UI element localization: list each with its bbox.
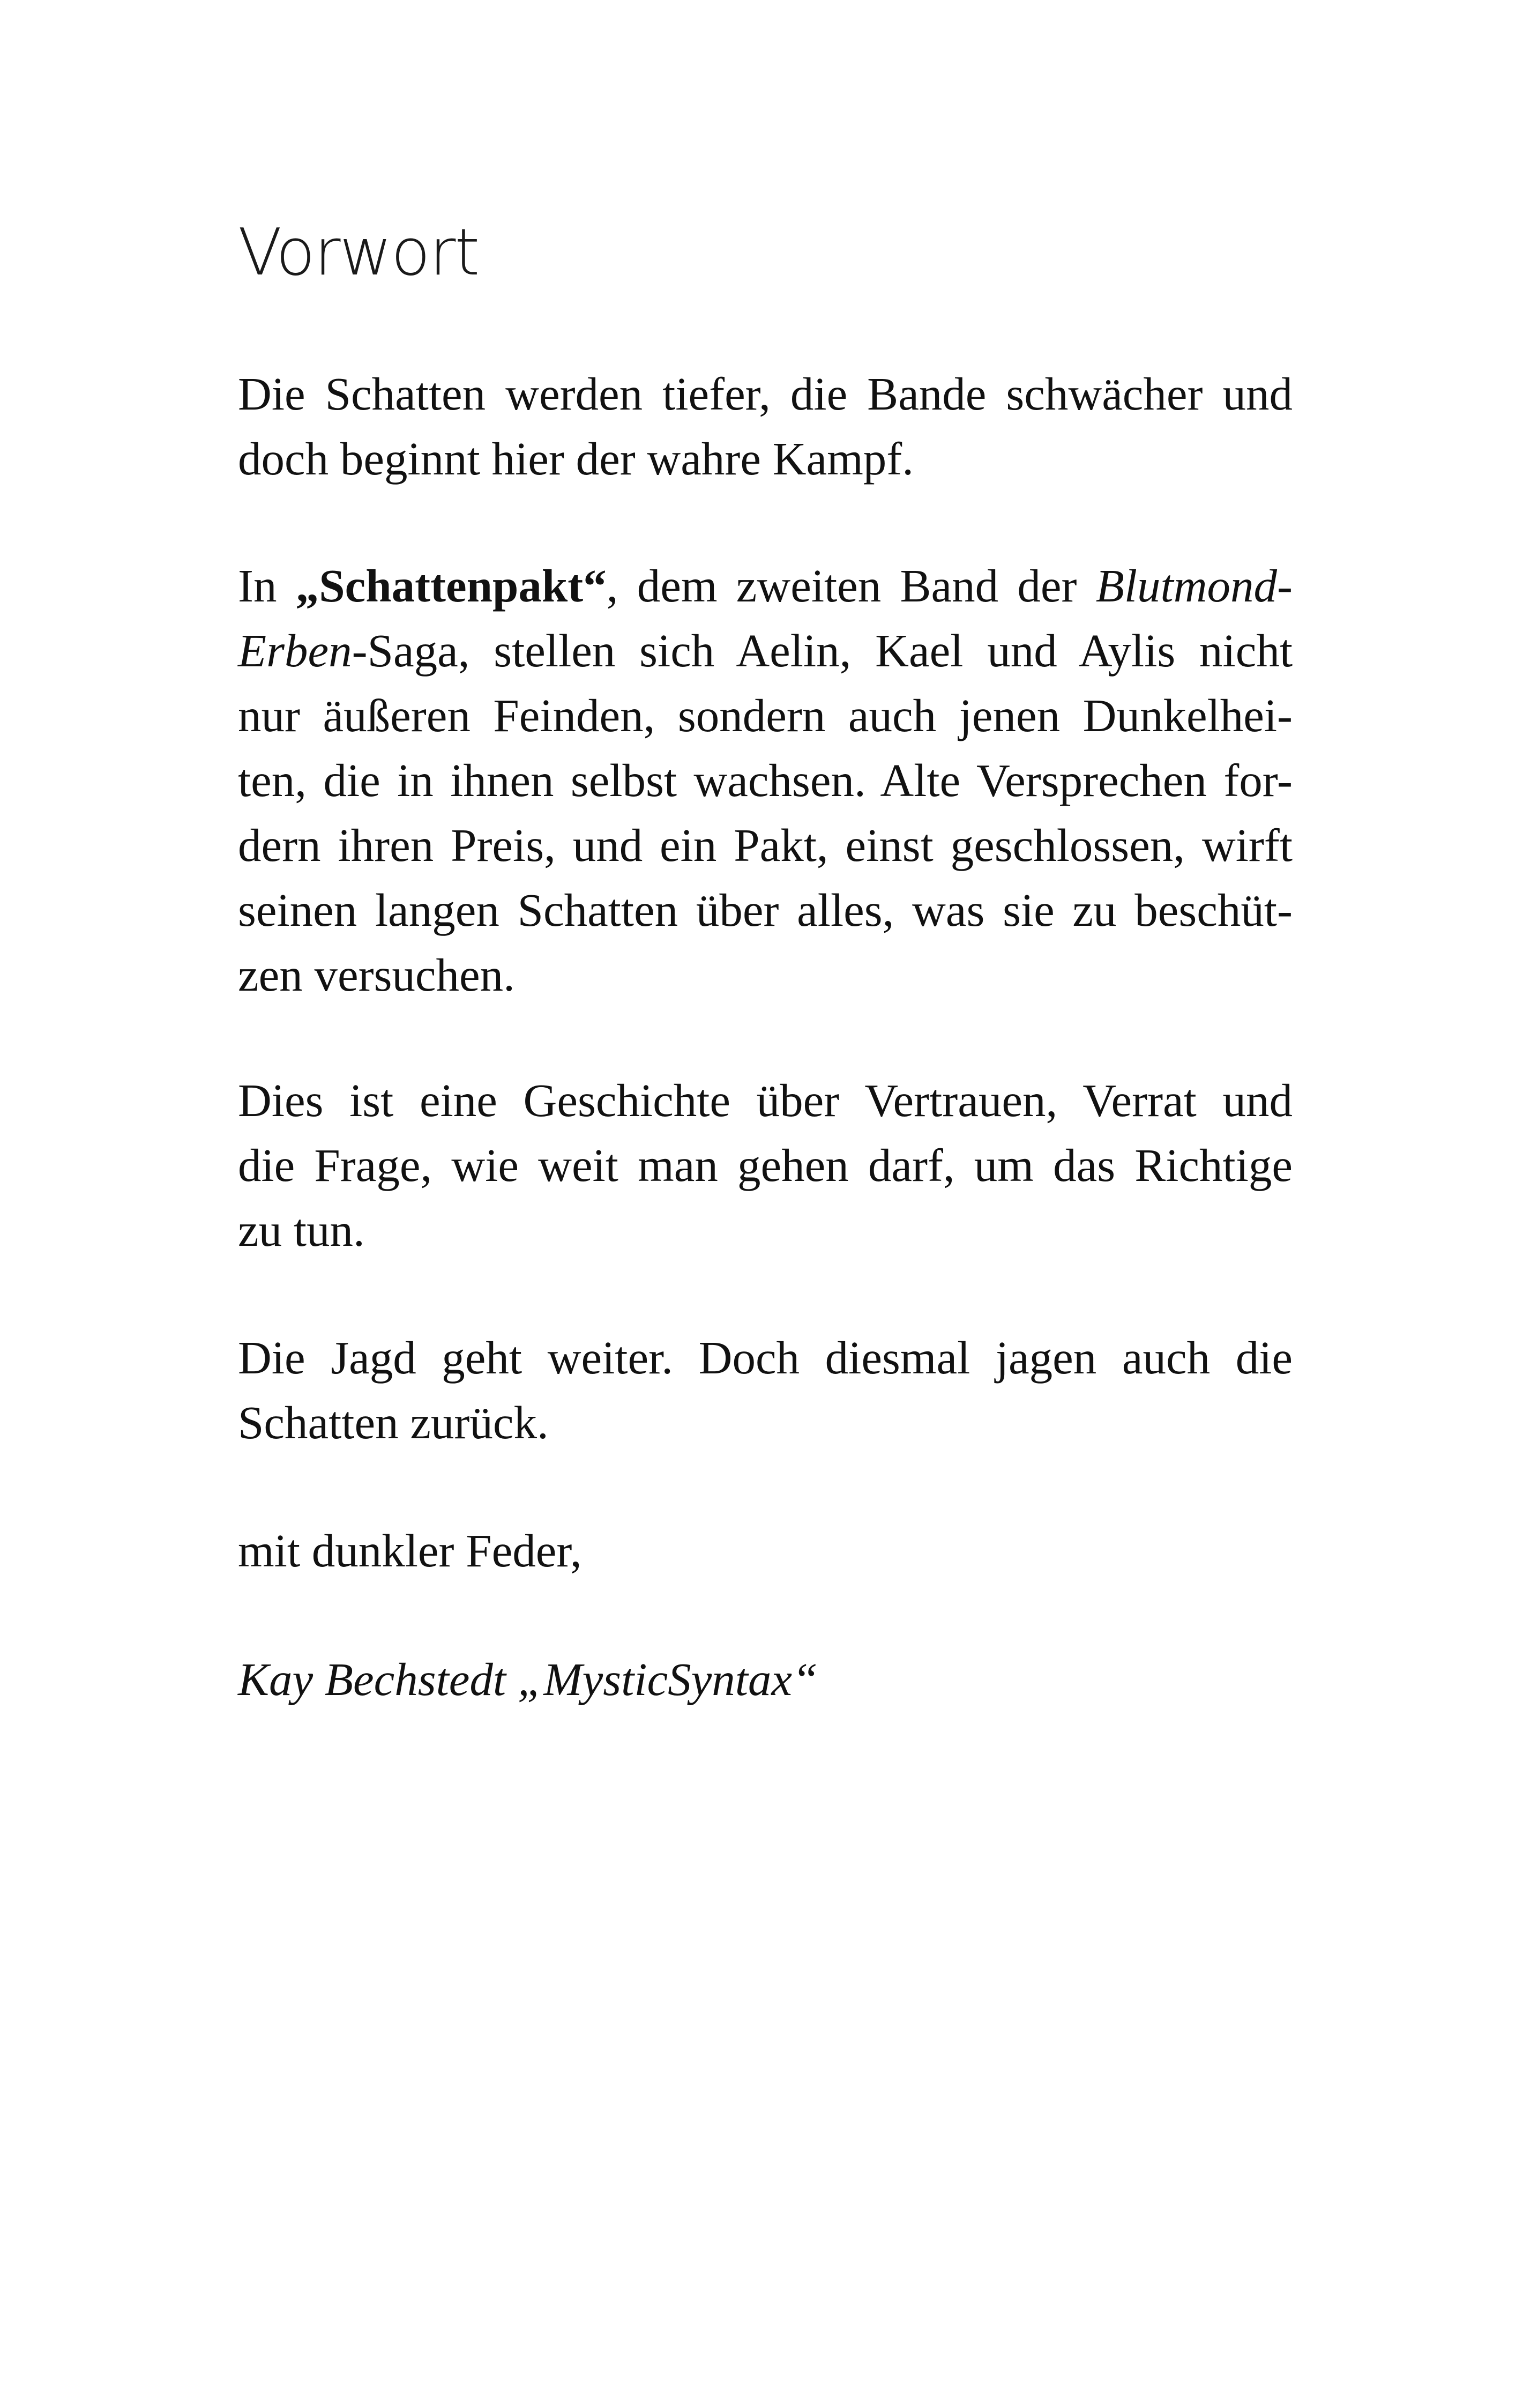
- author-signature: Kay Bechstedt „MysticSyntax“: [238, 1653, 818, 1705]
- text-line: dern ihren Preis, und ein Pakt, einst geschlossen, wirft: [238, 819, 1293, 871]
- text-line: zen versuchen.: [238, 949, 515, 1001]
- closing-line: [238, 1518, 1293, 1583]
- text-line: nur äußeren Feinden, sondern auch jenen Dunkelhei-: [238, 689, 1293, 741]
- series-name-italic: Blutmond-: [1095, 560, 1293, 612]
- paragraph-teaser: [238, 1325, 1293, 1455]
- paragraph-intro: [238, 361, 1293, 491]
- text-line: ten, die in ihnen selbst wachsen. Alte Versprechen for-: [238, 754, 1293, 806]
- text-segment: , dem zweiten Band der: [606, 560, 1096, 612]
- text-line: zu tun.: [238, 1204, 365, 1256]
- text-segment: In: [238, 560, 296, 612]
- series-name-italic: Erben: [238, 625, 352, 677]
- paragraph-theme: [238, 1068, 1293, 1262]
- text-line: Die Schatten werden tiefer, die Bande schwächer und: [238, 368, 1293, 420]
- signature: [238, 1647, 1293, 1712]
- page-title: Vorwort: [238, 215, 479, 290]
- text-segment: -Saga, stellen sich Aelin, Kael und Aylis nicht: [352, 625, 1293, 677]
- text-line: [238, 553, 1293, 618]
- text-line: [238, 618, 1293, 683]
- text-line: Schatten zurück.: [238, 1396, 549, 1448]
- text-line: seinen langen Schatten über alles, was sie zu beschüt-: [238, 884, 1293, 936]
- text-line: doch beginnt hier der wahre Kampf.: [238, 433, 914, 485]
- closing-text: mit dunkler Feder,: [238, 1525, 582, 1577]
- text-line: Die Jagd geht weiter. Doch diesmal jagen auch die: [238, 1332, 1293, 1384]
- paragraph-synopsis: [238, 553, 1293, 1007]
- text-line: die Frage, wie weit man gehen darf, um das Richtige: [238, 1139, 1293, 1191]
- text-line: Dies ist eine Geschichte über Vertrauen, Verrat und: [238, 1074, 1293, 1126]
- book-title-bold: „Schattenpakt“: [295, 560, 607, 612]
